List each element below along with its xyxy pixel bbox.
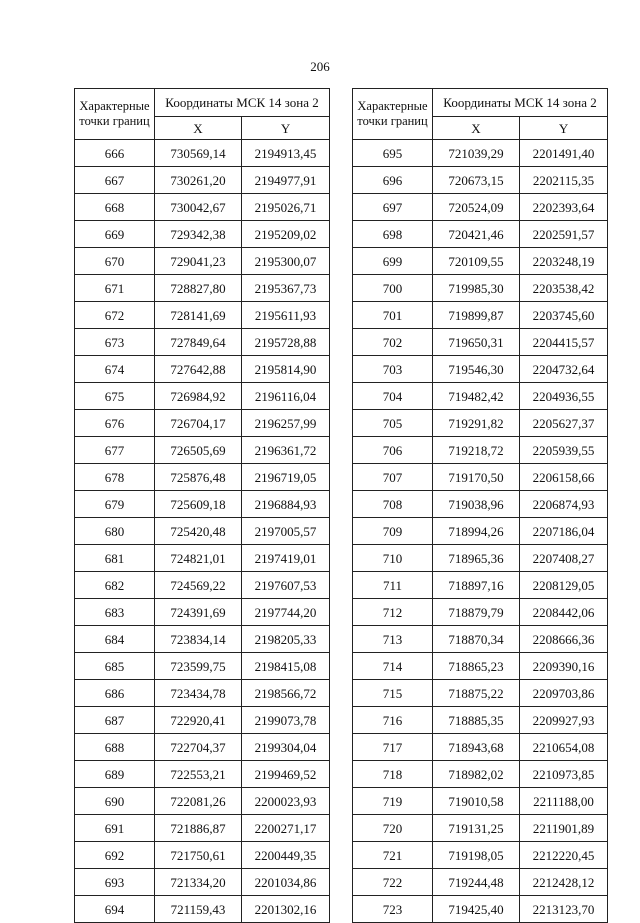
point-number-cell: 700 bbox=[353, 275, 433, 302]
y-coordinate-cell: 2195728,88 bbox=[242, 329, 330, 356]
point-number-cell: 699 bbox=[353, 248, 433, 275]
y-coordinate-cell: 2199469,52 bbox=[242, 761, 330, 788]
x-coordinate-cell: 719291,82 bbox=[433, 410, 520, 437]
x-coordinate-cell: 718965,36 bbox=[433, 545, 520, 572]
table-row bbox=[353, 167, 608, 194]
point-number-cell: 713 bbox=[353, 626, 433, 653]
table-row bbox=[353, 464, 608, 491]
point-number-cell: 719 bbox=[353, 788, 433, 815]
point-number-cell: 687 bbox=[75, 707, 155, 734]
y-coordinate-cell: 2202393,64 bbox=[520, 194, 608, 221]
table-row bbox=[75, 680, 330, 707]
x-coordinate-cell: 718875,22 bbox=[433, 680, 520, 707]
x-coordinate-cell: 719546,30 bbox=[433, 356, 520, 383]
table-row bbox=[353, 518, 608, 545]
point-number-cell: 682 bbox=[75, 572, 155, 599]
x-coordinate-cell: 718865,23 bbox=[433, 653, 520, 680]
table-row bbox=[75, 653, 330, 680]
point-number-cell: 675 bbox=[75, 383, 155, 410]
y-coordinate-cell: 2200271,17 bbox=[242, 815, 330, 842]
x-coordinate-cell: 719198,05 bbox=[433, 842, 520, 869]
x-coordinate-cell: 729342,38 bbox=[155, 221, 242, 248]
x-coordinate-cell: 719985,30 bbox=[433, 275, 520, 302]
y-coordinate-cell: 2197005,57 bbox=[242, 518, 330, 545]
point-number-cell: 695 bbox=[353, 140, 433, 167]
table-row bbox=[353, 140, 608, 167]
table-row bbox=[75, 437, 330, 464]
x-coordinate-cell: 724821,01 bbox=[155, 545, 242, 572]
y-coordinate-cell: 2210654,08 bbox=[520, 734, 608, 761]
table-row bbox=[75, 599, 330, 626]
x-coordinate-cell: 719010,58 bbox=[433, 788, 520, 815]
point-number-cell: 678 bbox=[75, 464, 155, 491]
x-coordinate-cell: 723599,75 bbox=[155, 653, 242, 680]
point-number-cell: 681 bbox=[75, 545, 155, 572]
table-row bbox=[75, 383, 330, 410]
y-coordinate-cell: 2205939,55 bbox=[520, 437, 608, 464]
x-coordinate-cell: 721334,20 bbox=[155, 869, 242, 896]
x-coordinate-cell: 719244,48 bbox=[433, 869, 520, 896]
x-column-header: X bbox=[433, 117, 520, 140]
point-number-cell: 714 bbox=[353, 653, 433, 680]
y-coordinate-cell: 2196257,99 bbox=[242, 410, 330, 437]
table-row bbox=[75, 356, 330, 383]
point-number-cell: 674 bbox=[75, 356, 155, 383]
x-coordinate-cell: 722553,21 bbox=[155, 761, 242, 788]
x-coordinate-cell: 727849,64 bbox=[155, 329, 242, 356]
coordinates-table-left bbox=[74, 88, 330, 923]
x-coordinate-cell: 721159,43 bbox=[155, 896, 242, 923]
boundary-points-header-line2: точки границ bbox=[357, 114, 428, 128]
y-column-header: Y bbox=[242, 117, 330, 140]
y-coordinate-cell: 2212428,12 bbox=[520, 869, 608, 896]
page-number: 206 bbox=[310, 59, 330, 74]
y-coordinate-cell: 2198205,33 bbox=[242, 626, 330, 653]
x-coordinate-cell: 721039,29 bbox=[433, 140, 520, 167]
y-coordinate-cell: 2195300,07 bbox=[242, 248, 330, 275]
point-number-cell: 707 bbox=[353, 464, 433, 491]
point-number-cell: 686 bbox=[75, 680, 155, 707]
table-row bbox=[353, 788, 608, 815]
x-coordinate-cell: 728827,80 bbox=[155, 275, 242, 302]
y-coordinate-cell: 2203745,60 bbox=[520, 302, 608, 329]
y-coordinate-cell: 2197744,20 bbox=[242, 599, 330, 626]
point-number-cell: 716 bbox=[353, 707, 433, 734]
y-coordinate-cell: 2209390,16 bbox=[520, 653, 608, 680]
x-coordinate-cell: 724391,69 bbox=[155, 599, 242, 626]
table-row bbox=[353, 194, 608, 221]
point-number-cell: 710 bbox=[353, 545, 433, 572]
y-coordinate-cell: 2194977,91 bbox=[242, 167, 330, 194]
x-coordinate-cell: 719482,42 bbox=[433, 383, 520, 410]
y-coordinate-cell: 2199073,78 bbox=[242, 707, 330, 734]
x-coordinate-cell: 720109,55 bbox=[433, 248, 520, 275]
x-coordinate-cell: 718897,16 bbox=[433, 572, 520, 599]
x-coordinate-cell: 726704,17 bbox=[155, 410, 242, 437]
x-coordinate-cell: 718982,02 bbox=[433, 761, 520, 788]
boundary-points-header-line1: Характерные bbox=[79, 99, 150, 113]
x-coordinate-cell: 723834,14 bbox=[155, 626, 242, 653]
x-coordinate-cell: 720524,09 bbox=[433, 194, 520, 221]
table-row bbox=[75, 788, 330, 815]
point-number-cell: 671 bbox=[75, 275, 155, 302]
x-coordinate-cell: 726505,69 bbox=[155, 437, 242, 464]
table-row bbox=[353, 572, 608, 599]
y-coordinate-cell: 2208442,06 bbox=[520, 599, 608, 626]
x-coordinate-cell: 718885,35 bbox=[433, 707, 520, 734]
point-number-cell: 718 bbox=[353, 761, 433, 788]
point-number-cell: 667 bbox=[75, 167, 155, 194]
boundary-points-header-line1: Характерные bbox=[357, 99, 428, 113]
x-coordinate-cell: 724569,22 bbox=[155, 572, 242, 599]
table-row bbox=[75, 626, 330, 653]
x-coordinate-cell: 727642,88 bbox=[155, 356, 242, 383]
point-number-cell: 694 bbox=[75, 896, 155, 923]
point-number-cell: 712 bbox=[353, 599, 433, 626]
y-coordinate-cell: 2198566,72 bbox=[242, 680, 330, 707]
point-number-cell: 720 bbox=[353, 815, 433, 842]
table-body bbox=[353, 140, 608, 923]
table-row bbox=[75, 410, 330, 437]
table-row bbox=[353, 302, 608, 329]
table-row bbox=[353, 707, 608, 734]
x-coordinate-cell: 723434,78 bbox=[155, 680, 242, 707]
table-row bbox=[353, 680, 608, 707]
point-number-cell: 680 bbox=[75, 518, 155, 545]
table-body bbox=[75, 140, 330, 923]
y-coordinate-cell: 2196361,72 bbox=[242, 437, 330, 464]
table-row bbox=[353, 491, 608, 518]
point-number-cell: 677 bbox=[75, 437, 155, 464]
table-row bbox=[353, 329, 608, 356]
x-coordinate-cell: 718879,79 bbox=[433, 599, 520, 626]
y-coordinate-cell: 2202591,57 bbox=[520, 221, 608, 248]
y-coordinate-cell: 2197607,53 bbox=[242, 572, 330, 599]
point-number-cell: 709 bbox=[353, 518, 433, 545]
table-row bbox=[353, 248, 608, 275]
point-number-cell: 717 bbox=[353, 734, 433, 761]
point-number-cell: 704 bbox=[353, 383, 433, 410]
point-number-cell: 684 bbox=[75, 626, 155, 653]
x-coordinate-cell: 719899,87 bbox=[433, 302, 520, 329]
point-number-cell: 698 bbox=[353, 221, 433, 248]
x-coordinate-cell: 719131,25 bbox=[433, 815, 520, 842]
table-row bbox=[353, 221, 608, 248]
y-coordinate-cell: 2201034,86 bbox=[242, 869, 330, 896]
x-coordinate-cell: 729041,23 bbox=[155, 248, 242, 275]
point-number-cell: 668 bbox=[75, 194, 155, 221]
y-coordinate-cell: 2204936,55 bbox=[520, 383, 608, 410]
point-number-cell: 669 bbox=[75, 221, 155, 248]
table-row bbox=[75, 734, 330, 761]
table-row bbox=[353, 626, 608, 653]
y-coordinate-cell: 2210973,85 bbox=[520, 761, 608, 788]
y-coordinate-cell: 2195367,73 bbox=[242, 275, 330, 302]
y-coordinate-cell: 2203248,19 bbox=[520, 248, 608, 275]
y-coordinate-cell: 2208666,36 bbox=[520, 626, 608, 653]
y-coordinate-cell: 2197419,01 bbox=[242, 545, 330, 572]
table-row bbox=[353, 599, 608, 626]
x-coordinate-cell: 719170,50 bbox=[433, 464, 520, 491]
y-coordinate-cell: 2194913,45 bbox=[242, 140, 330, 167]
x-coordinate-cell: 725420,48 bbox=[155, 518, 242, 545]
boundary-points-header bbox=[75, 89, 155, 140]
coordinate-system-header: Координаты МСК 14 зона 2 bbox=[433, 89, 608, 117]
table-row bbox=[353, 896, 608, 923]
table-row bbox=[75, 248, 330, 275]
table-row bbox=[353, 275, 608, 302]
boundary-points-header-line2: точки границ bbox=[79, 114, 150, 128]
table-row bbox=[353, 545, 608, 572]
y-coordinate-cell: 2196719,05 bbox=[242, 464, 330, 491]
table-row bbox=[353, 761, 608, 788]
y-coordinate-cell: 2199304,04 bbox=[242, 734, 330, 761]
table-row bbox=[75, 545, 330, 572]
table-row bbox=[75, 572, 330, 599]
point-number-cell: 688 bbox=[75, 734, 155, 761]
point-number-cell: 715 bbox=[353, 680, 433, 707]
x-coordinate-cell: 721750,61 bbox=[155, 842, 242, 869]
table-row bbox=[75, 167, 330, 194]
x-coordinate-cell: 725876,48 bbox=[155, 464, 242, 491]
table-row bbox=[75, 329, 330, 356]
y-coordinate-cell: 2198415,08 bbox=[242, 653, 330, 680]
point-number-cell: 673 bbox=[75, 329, 155, 356]
x-coordinate-cell: 728141,69 bbox=[155, 302, 242, 329]
point-number-cell: 708 bbox=[353, 491, 433, 518]
y-coordinate-cell: 2206874,93 bbox=[520, 491, 608, 518]
y-coordinate-cell: 2195026,71 bbox=[242, 194, 330, 221]
x-coordinate-cell: 718994,26 bbox=[433, 518, 520, 545]
point-number-cell: 693 bbox=[75, 869, 155, 896]
table-row bbox=[75, 869, 330, 896]
x-coordinate-cell: 720421,46 bbox=[433, 221, 520, 248]
table-row bbox=[75, 761, 330, 788]
y-coordinate-cell: 2207186,04 bbox=[520, 518, 608, 545]
point-number-cell: 703 bbox=[353, 356, 433, 383]
table-row bbox=[353, 410, 608, 437]
y-coordinate-cell: 2211188,00 bbox=[520, 788, 608, 815]
y-coordinate-cell: 2204415,57 bbox=[520, 329, 608, 356]
table-row bbox=[353, 842, 608, 869]
point-number-cell: 690 bbox=[75, 788, 155, 815]
y-coordinate-cell: 2201491,40 bbox=[520, 140, 608, 167]
x-column-header: X bbox=[155, 117, 242, 140]
point-number-cell: 701 bbox=[353, 302, 433, 329]
x-coordinate-cell: 719650,31 bbox=[433, 329, 520, 356]
y-coordinate-cell: 2196116,04 bbox=[242, 383, 330, 410]
y-coordinate-cell: 2200023,93 bbox=[242, 788, 330, 815]
point-number-cell: 689 bbox=[75, 761, 155, 788]
x-coordinate-cell: 718870,34 bbox=[433, 626, 520, 653]
x-coordinate-cell: 719038,96 bbox=[433, 491, 520, 518]
point-number-cell: 702 bbox=[353, 329, 433, 356]
y-coordinate-cell: 2204732,64 bbox=[520, 356, 608, 383]
point-number-cell: 683 bbox=[75, 599, 155, 626]
table-row bbox=[75, 518, 330, 545]
point-number-cell: 723 bbox=[353, 896, 433, 923]
y-coordinate-cell: 2213123,70 bbox=[520, 896, 608, 923]
table-row bbox=[75, 140, 330, 167]
table-row bbox=[353, 734, 608, 761]
y-coordinate-cell: 2195814,90 bbox=[242, 356, 330, 383]
y-coordinate-cell: 2206158,66 bbox=[520, 464, 608, 491]
x-coordinate-cell: 730261,20 bbox=[155, 167, 242, 194]
table-row bbox=[353, 383, 608, 410]
y-coordinate-cell: 2195611,93 bbox=[242, 302, 330, 329]
point-number-cell: 691 bbox=[75, 815, 155, 842]
y-coordinate-cell: 2203538,42 bbox=[520, 275, 608, 302]
y-coordinate-cell: 2195209,02 bbox=[242, 221, 330, 248]
table-row bbox=[75, 896, 330, 923]
x-coordinate-cell: 721886,87 bbox=[155, 815, 242, 842]
y-coordinate-cell: 2208129,05 bbox=[520, 572, 608, 599]
x-coordinate-cell: 718943,68 bbox=[433, 734, 520, 761]
y-coordinate-cell: 2211901,89 bbox=[520, 815, 608, 842]
x-coordinate-cell: 726984,92 bbox=[155, 383, 242, 410]
boundary-points-header bbox=[353, 89, 433, 140]
x-coordinate-cell: 719218,72 bbox=[433, 437, 520, 464]
y-coordinate-cell: 2209927,93 bbox=[520, 707, 608, 734]
x-coordinate-cell: 722920,41 bbox=[155, 707, 242, 734]
table-row bbox=[75, 707, 330, 734]
table-row bbox=[353, 815, 608, 842]
table-row bbox=[75, 275, 330, 302]
x-coordinate-cell: 722081,26 bbox=[155, 788, 242, 815]
table-row bbox=[353, 653, 608, 680]
point-number-cell: 672 bbox=[75, 302, 155, 329]
point-number-cell: 722 bbox=[353, 869, 433, 896]
x-coordinate-cell: 720673,15 bbox=[433, 167, 520, 194]
point-number-cell: 679 bbox=[75, 491, 155, 518]
table-row bbox=[75, 464, 330, 491]
y-coordinate-cell: 2212220,45 bbox=[520, 842, 608, 869]
table-row bbox=[75, 302, 330, 329]
table-row bbox=[75, 491, 330, 518]
point-number-cell: 685 bbox=[75, 653, 155, 680]
x-coordinate-cell: 722704,37 bbox=[155, 734, 242, 761]
table-row bbox=[353, 869, 608, 896]
x-coordinate-cell: 719425,40 bbox=[433, 896, 520, 923]
y-coordinate-cell: 2200449,35 bbox=[242, 842, 330, 869]
coordinates-table-right bbox=[352, 88, 608, 923]
point-number-cell: 666 bbox=[75, 140, 155, 167]
table-row bbox=[75, 815, 330, 842]
table-row bbox=[353, 437, 608, 464]
point-number-cell: 676 bbox=[75, 410, 155, 437]
table-row bbox=[353, 356, 608, 383]
x-coordinate-cell: 730042,67 bbox=[155, 194, 242, 221]
point-number-cell: 721 bbox=[353, 842, 433, 869]
point-number-cell: 705 bbox=[353, 410, 433, 437]
coordinate-system-header: Координаты МСК 14 зона 2 bbox=[155, 89, 330, 117]
point-number-cell: 706 bbox=[353, 437, 433, 464]
point-number-cell: 697 bbox=[353, 194, 433, 221]
point-number-cell: 696 bbox=[353, 167, 433, 194]
point-number-cell: 670 bbox=[75, 248, 155, 275]
y-coordinate-cell: 2196884,93 bbox=[242, 491, 330, 518]
point-number-cell: 711 bbox=[353, 572, 433, 599]
y-coordinate-cell: 2207408,27 bbox=[520, 545, 608, 572]
table-row bbox=[75, 194, 330, 221]
x-coordinate-cell: 730569,14 bbox=[155, 140, 242, 167]
y-coordinate-cell: 2202115,35 bbox=[520, 167, 608, 194]
y-column-header: Y bbox=[520, 117, 608, 140]
table-row bbox=[75, 842, 330, 869]
y-coordinate-cell: 2209703,86 bbox=[520, 680, 608, 707]
table-row bbox=[75, 221, 330, 248]
point-number-cell: 692 bbox=[75, 842, 155, 869]
x-coordinate-cell: 725609,18 bbox=[155, 491, 242, 518]
y-coordinate-cell: 2201302,16 bbox=[242, 896, 330, 923]
y-coordinate-cell: 2205627,37 bbox=[520, 410, 608, 437]
